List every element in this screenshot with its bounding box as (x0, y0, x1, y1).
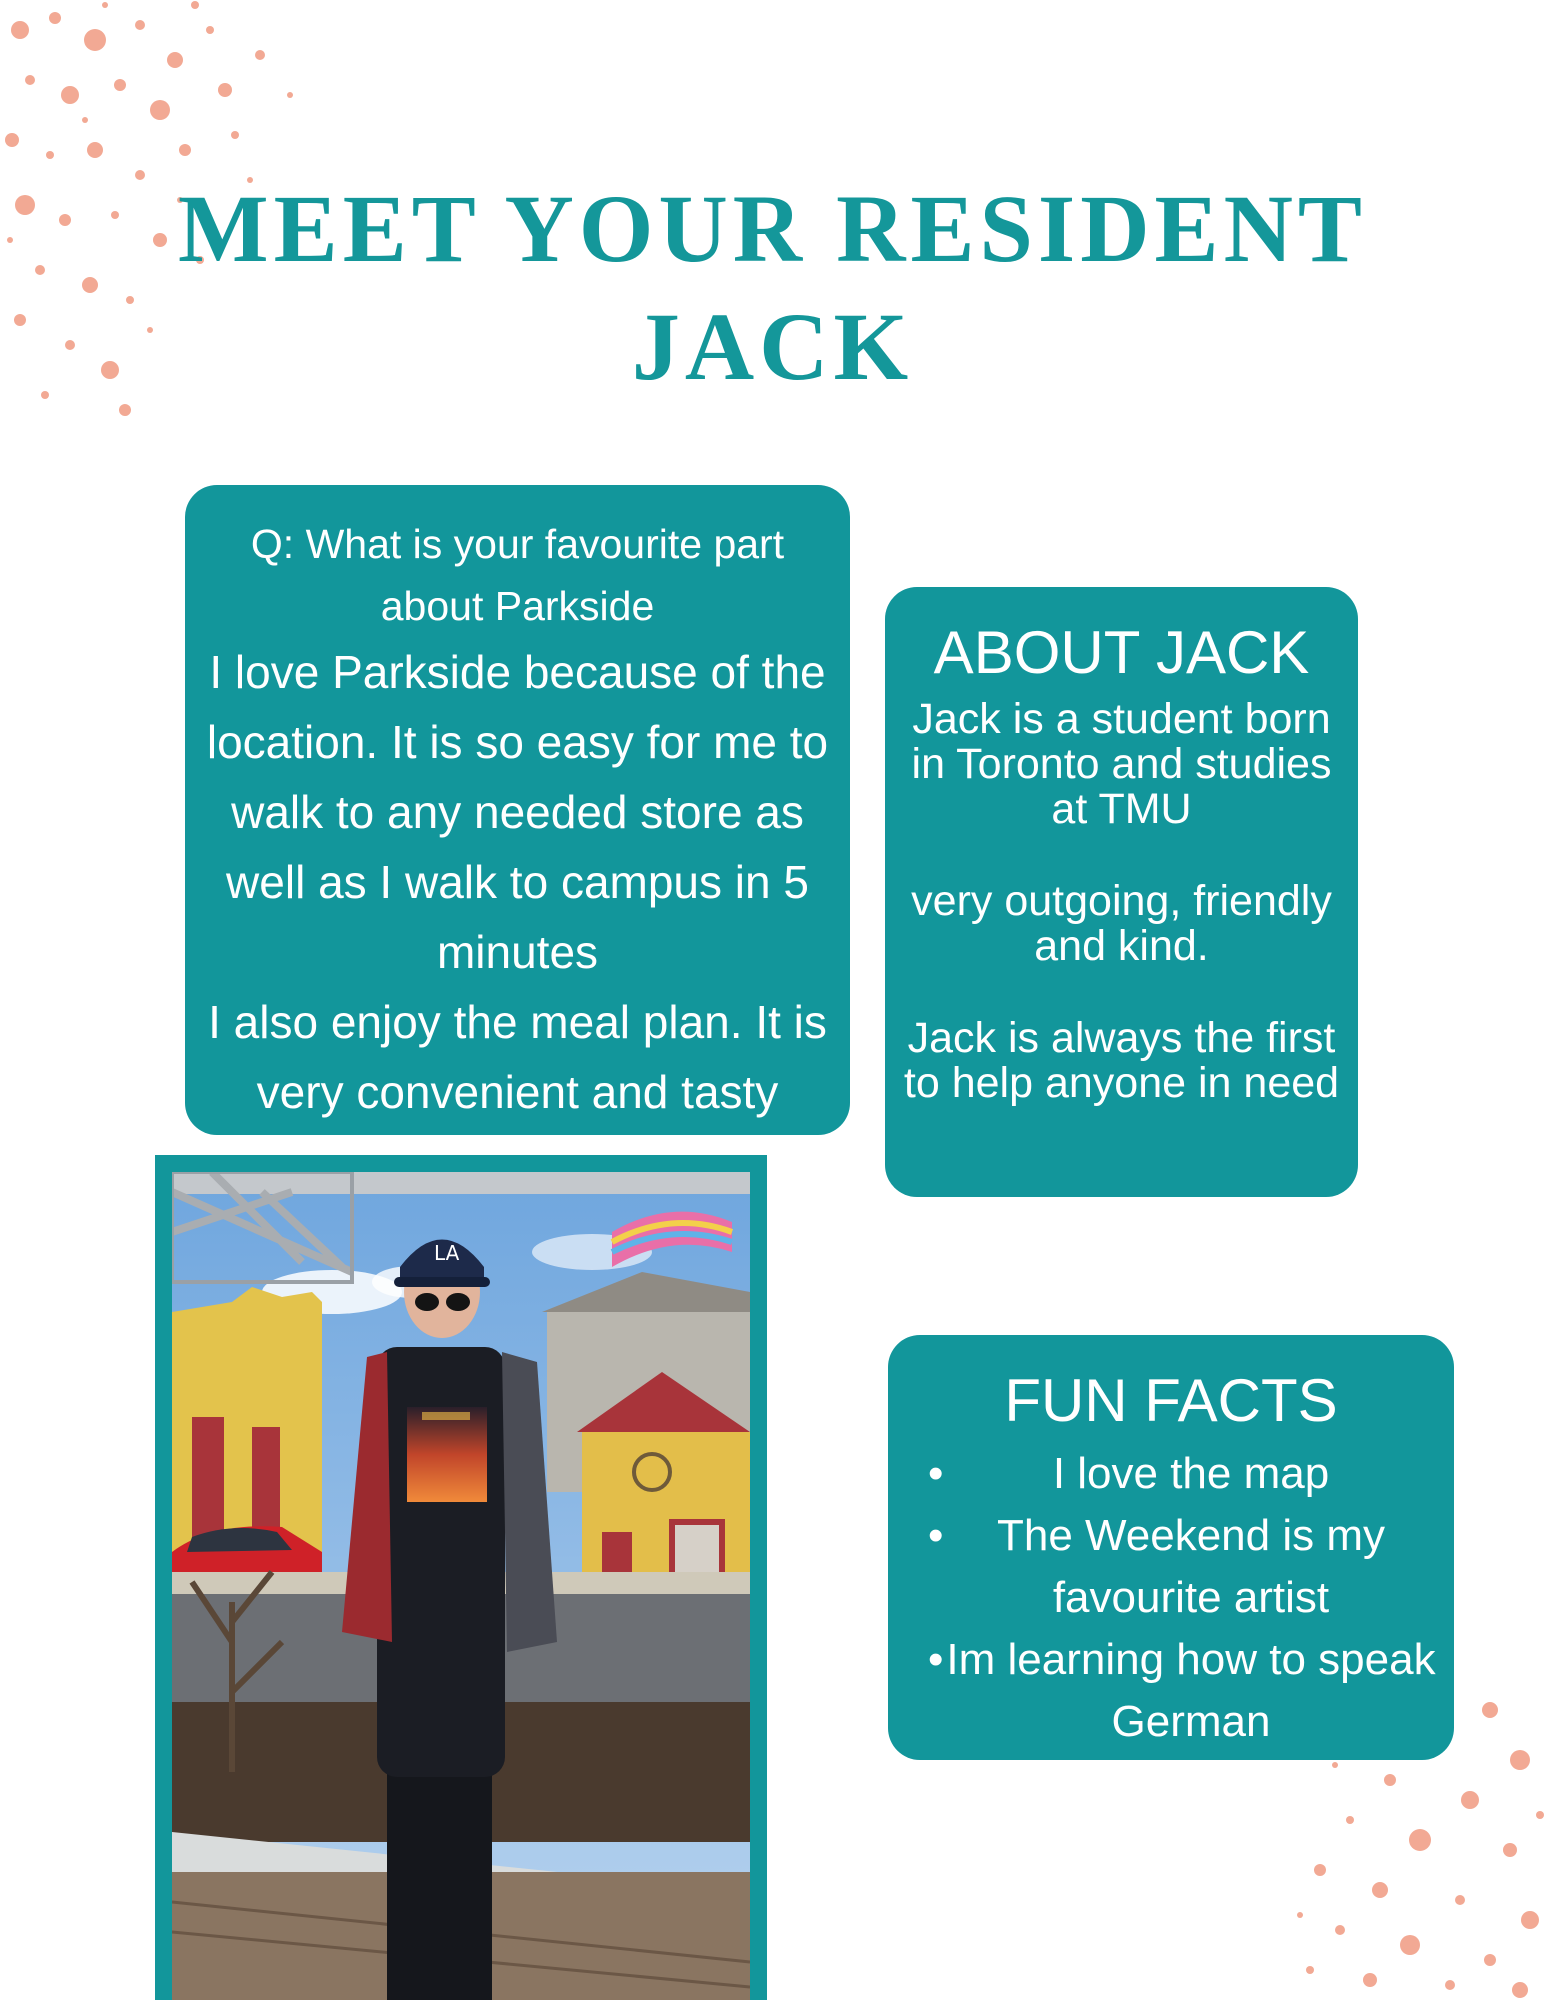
resident-photo (172, 1172, 750, 2000)
list-item: • Im learning how to speak German (898, 1629, 1444, 1753)
page-title-line-1: MEET YOUR RESIDENT (178, 175, 1367, 282)
answer-text-1: I love Parkside because of the location. It is so easy for me to walk to any needed store as well as I walk to campus in 5 minutes (206, 646, 829, 978)
page-title (0, 170, 1545, 406)
answer-text-2: I also enjoy the meal plan. It is very convenient and tasty (208, 996, 827, 1118)
list-item: • The Weekend is my favourite artist (898, 1505, 1444, 1629)
question-text: Q: What is your favourite part about Parkside (250, 521, 785, 629)
about-paragraph-1: Jack is a student born in Toronto and studies at TMU (911, 695, 1332, 833)
svg-text:LA: LA (434, 1241, 460, 1265)
fun-facts-list (898, 1443, 1444, 1753)
about-paragraph-2: very outgoing, friendly and kind. (911, 877, 1332, 970)
bullet-icon: • (928, 1511, 944, 1560)
bullet-icon: • (928, 1449, 944, 1498)
fun-facts-heading: FUN FACTS (1004, 1367, 1338, 1434)
photo-frame (155, 1155, 767, 2000)
favourite-part-card (185, 485, 850, 1135)
list-item: • I love the map (898, 1443, 1444, 1505)
about-paragraph-3: Jack is always the first to help anyone in need (903, 1014, 1340, 1107)
bullet-icon: • (928, 1635, 944, 1684)
fun-facts-card (888, 1335, 1454, 1760)
about-card (885, 587, 1358, 1197)
page-title-line-2: JACK (631, 293, 914, 400)
about-heading: ABOUT JACK (933, 619, 1310, 686)
